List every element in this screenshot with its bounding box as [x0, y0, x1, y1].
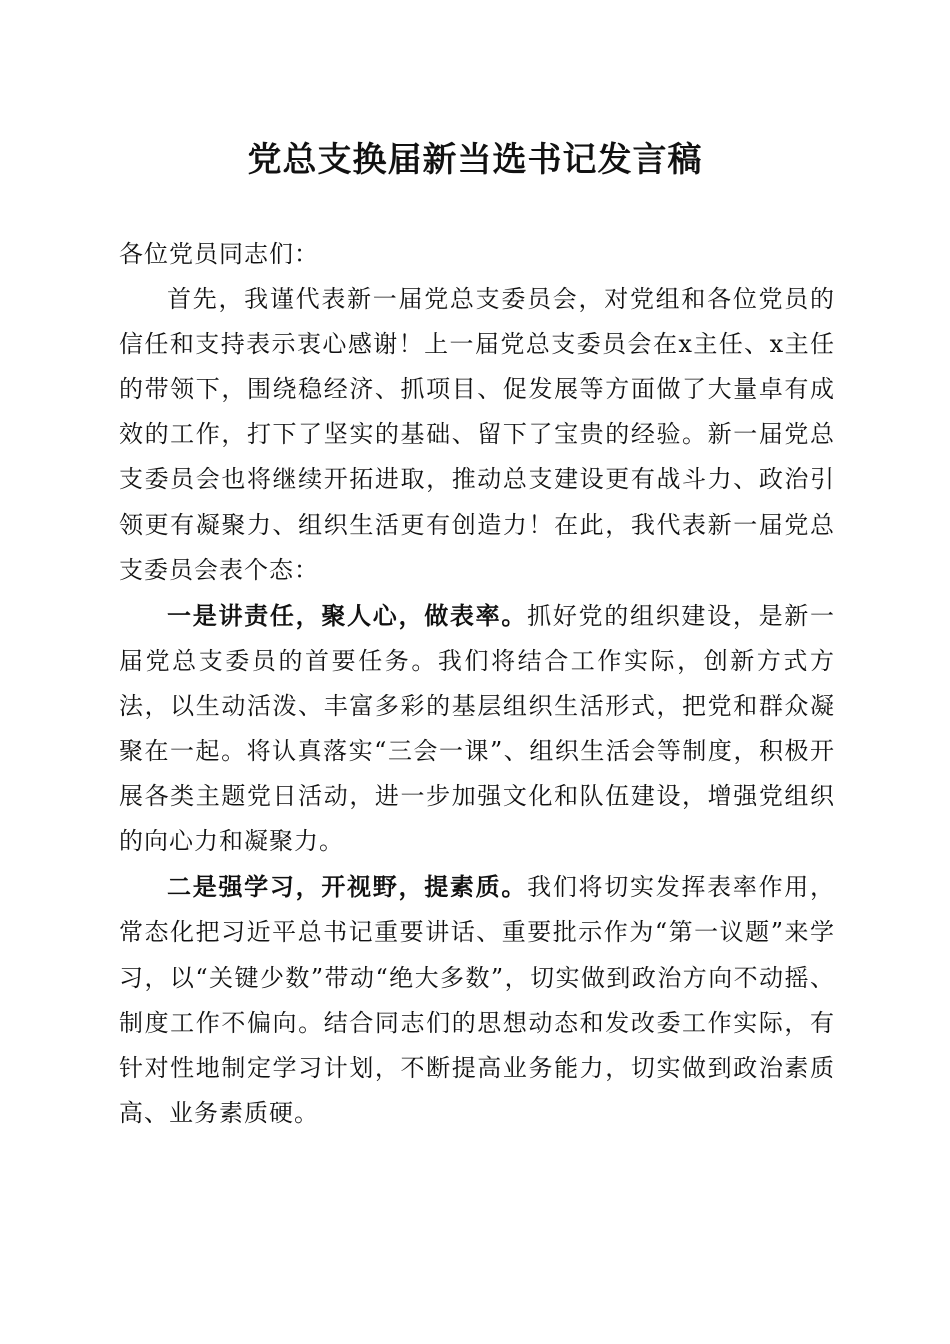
- paragraph-responsibility: [119, 593, 835, 865]
- document-body: [119, 232, 835, 1136]
- paragraph-lead: 一是讲责任，聚人心，做表率。: [167, 600, 528, 630]
- document-title: 党总支换届新当选书记发言稿: [247, 140, 703, 180]
- paragraph-text: 首先，我谨代表新一届党总支委员会，对党组和各位党员的信任和支持表示衷心感谢！上一届党总支委员会在x主任、x主任的带领下，围绕稳经济、抓项目、促发展等方面做了大量卓有成效的工作，打下了坚实的基础、留下了宝贵的经验。新一届党总支委员会也将继续开拓进取，推动总支建设更有战斗力、政治引领更有凝聚力、组织生活更有创造力！在此，我代表新一届党总支委员会表个态：: [119, 285, 835, 584]
- paragraph-text: 抓好党的组织建设，是新一届党总支委员的首要任务。我们将结合工作实际，创新方式方法，以生动活泼、丰富多彩的基层组织生活形式，把党和群众凝聚在一起。将认真落实“三会一课”、组织生活会等制度，积极开展各类主题党日活动，进一步加强文化和队伍建设，增强党组织的向心力和凝聚力。: [119, 601, 836, 856]
- paragraph-lead: 二是强学习，开视野，提素质。: [167, 872, 528, 902]
- paragraph-intro: [119, 277, 835, 593]
- paragraph-learning: [119, 864, 835, 1136]
- paragraph-text: 我们将切实发挥表率作用，常态化把习近平总书记重要讲话、重要批示作为“第一议题”来学习，以“关键少数”带动“绝大多数”，切实做到政治方向不动摇、制度工作不偏向。结合同志们的思想动态和发改委工作实际，有针对性地制定学习计划，不断提高业务能力，切实做到政治素质高、业务素质硬。: [119, 873, 836, 1127]
- salutation: 各位党员同志们：: [119, 240, 319, 268]
